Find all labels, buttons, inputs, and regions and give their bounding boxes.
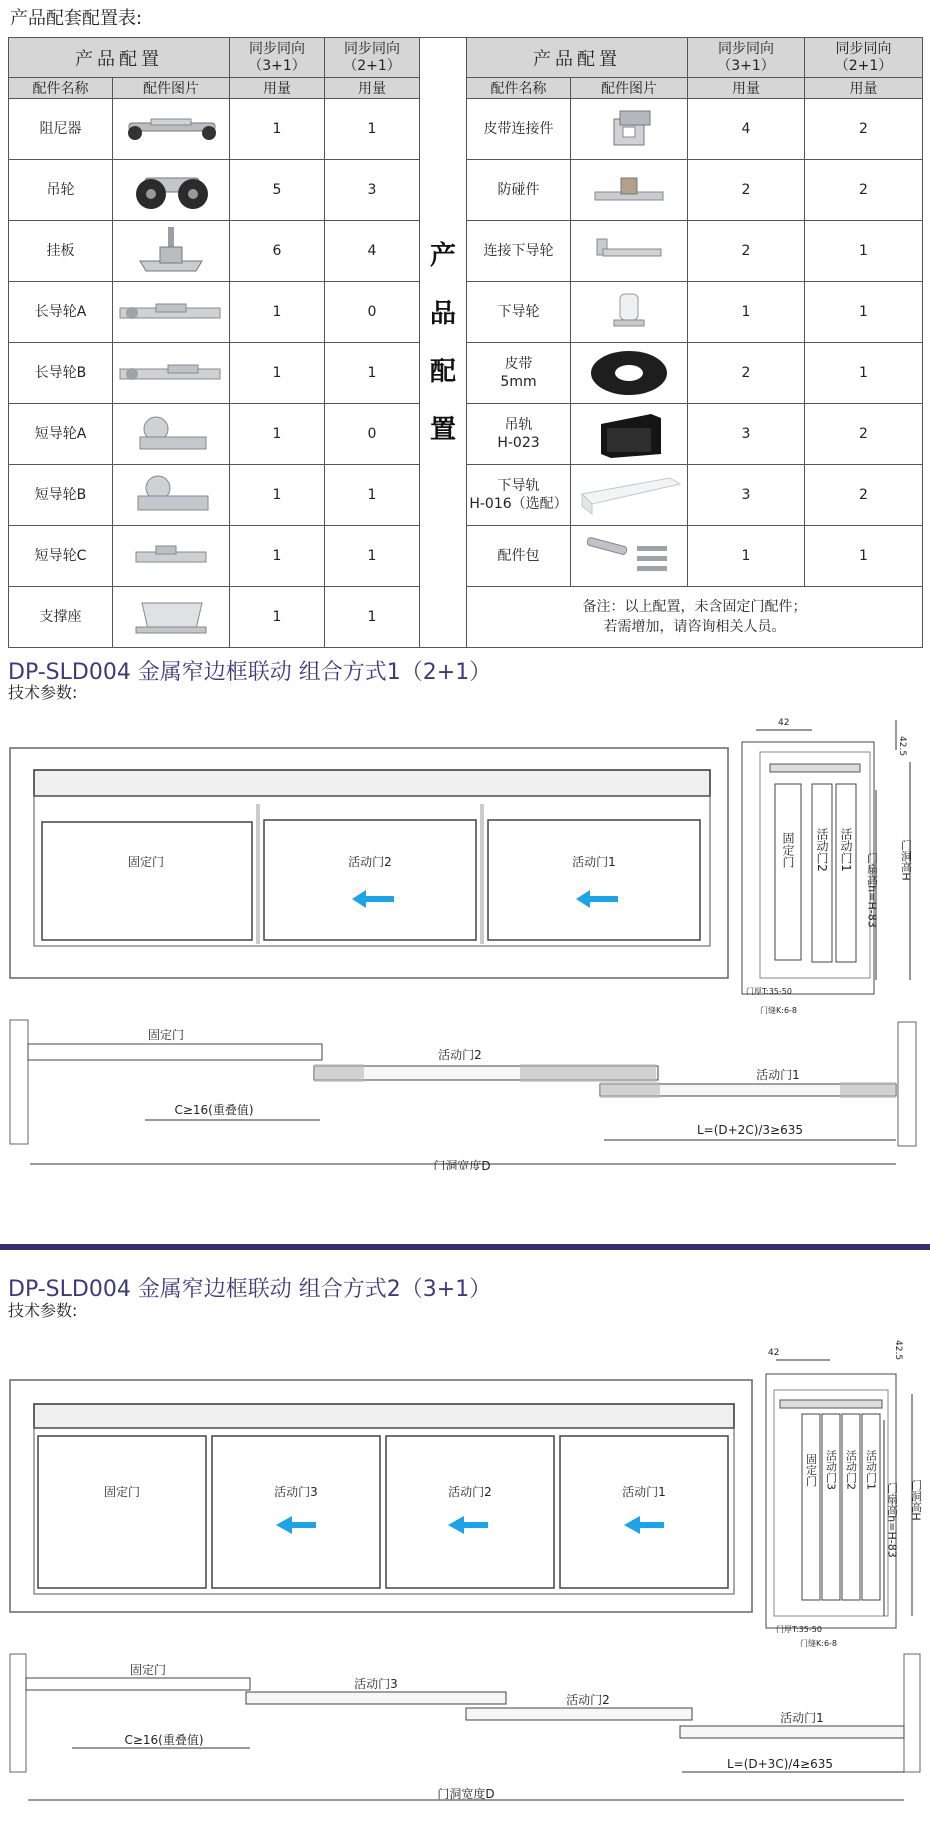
header-product-right: 产品配置 xyxy=(467,38,688,78)
lower-guide-wheel-part-icon xyxy=(604,290,654,334)
qty-21: 1 xyxy=(805,526,923,587)
front-panel-label: 活动门3 xyxy=(274,1485,318,1499)
part-name: 防碰件 xyxy=(467,160,571,221)
plan-door2-label: 活动门2 xyxy=(566,1693,610,1707)
side-section xyxy=(742,718,913,1015)
support-seat-part-icon xyxy=(126,593,216,641)
side-label: 活动门2 xyxy=(844,1450,858,1490)
part-name: 短导轮B xyxy=(9,465,113,526)
qty-31: 1 xyxy=(230,99,325,160)
qty-31: 3 xyxy=(688,465,805,526)
front-elevation xyxy=(10,1380,752,1612)
qty-21: 0 xyxy=(325,282,420,343)
section2-subtitle: 技术参数: xyxy=(8,1301,78,1320)
side-label: 固定门 xyxy=(804,1453,818,1487)
qty-21: 1 xyxy=(325,587,420,648)
part-image xyxy=(113,465,230,526)
lower-rail-part-icon xyxy=(574,470,684,520)
qty-21: 1 xyxy=(325,526,420,587)
qty-31: 1 xyxy=(230,526,325,587)
dim-panel-height: 门扇高h=H-83 xyxy=(885,1482,899,1558)
dim-door-thickness: 门厚T:35-50 xyxy=(746,987,792,996)
part-image xyxy=(113,526,230,587)
part-image xyxy=(113,404,230,465)
part-image xyxy=(571,99,688,160)
col-image-right: 配件图片 xyxy=(571,78,688,99)
col-qty-left: 用量 xyxy=(325,78,420,99)
dim-width: 42 xyxy=(778,718,790,728)
qty-21: 2 xyxy=(805,160,923,221)
qty-21: 1 xyxy=(325,343,420,404)
short-guide-wheel-a-part-icon xyxy=(126,409,216,459)
front-panel-label: 活动门1 xyxy=(622,1485,666,1499)
plan-door3-label: 活动门3 xyxy=(354,1677,398,1691)
header-product-left: 产品配置 xyxy=(9,38,230,78)
dim-opening-height: 门洞高H xyxy=(909,1479,923,1521)
qty-21: 4 xyxy=(325,221,420,282)
section1-title: DP-SLD004 金属窄边框联动 组合方式1（2+1） xyxy=(8,660,492,685)
plan-door2-label: 活动门2 xyxy=(438,1048,482,1062)
belt-connector-part-icon xyxy=(594,105,664,153)
part-image xyxy=(571,282,688,343)
part-image xyxy=(571,526,688,587)
note-line: 备注：以上配置，未含固定门配件； xyxy=(582,599,807,615)
note-line: 若需增加，请咨询相关人员。 xyxy=(603,619,786,635)
plan-width-label: 门洞宽度D xyxy=(437,1787,495,1801)
dim-top: 42.5 xyxy=(897,736,907,757)
document-title: 产品配套配置表: xyxy=(10,8,143,29)
part-name: 连接下导轮 xyxy=(467,221,571,282)
qty-21: 1 xyxy=(325,99,420,160)
part-name: 吊轨 H-023 xyxy=(467,404,571,465)
part-name: 下导轮 xyxy=(467,282,571,343)
section1-drawing xyxy=(0,700,930,1170)
qty-21: 1 xyxy=(805,221,923,282)
qty-31: 1 xyxy=(230,404,325,465)
damper-part-icon xyxy=(121,109,221,149)
part-image xyxy=(113,160,230,221)
qty-21: 1 xyxy=(805,282,923,343)
belt-roll-part-icon xyxy=(584,347,674,399)
qty-31: 2 xyxy=(688,343,805,404)
part-name: 配件包 xyxy=(467,526,571,587)
plan-fixed-label: 固定门 xyxy=(129,1663,167,1677)
plan-width-label: 门洞宽度D xyxy=(433,1159,491,1170)
long-guide-wheel-b-part-icon xyxy=(116,355,226,391)
configuration-table xyxy=(8,37,923,648)
part-image xyxy=(571,221,688,282)
qty-31: 1 xyxy=(230,282,325,343)
part-image xyxy=(113,282,230,343)
hanging-wheel-part-icon xyxy=(121,164,221,216)
part-name: 长导轮B xyxy=(9,343,113,404)
dim-door-thickness: 门厚T:35-50 xyxy=(776,1625,822,1634)
part-name: 长导轮A xyxy=(9,282,113,343)
vertical-char: 产 xyxy=(429,240,456,271)
anti-collision-part-icon xyxy=(589,170,669,210)
section-separator xyxy=(0,1244,930,1250)
long-guide-wheel-a-part-icon xyxy=(116,294,226,330)
front-panel-label: 活动门2 xyxy=(448,1485,492,1499)
col-qty-right: 用量 xyxy=(805,78,923,99)
dim-width: 42 xyxy=(768,1348,780,1358)
part-name: 皮带连接件 xyxy=(467,99,571,160)
qty-31: 1 xyxy=(688,526,805,587)
vertical-char: 配 xyxy=(429,356,456,387)
qty-21: 3 xyxy=(325,160,420,221)
plan-door1-label: 活动门1 xyxy=(756,1068,800,1082)
part-name: 吊轮 xyxy=(9,160,113,221)
plan-length-label: L=(D+3C)/4≥635 xyxy=(726,1757,834,1771)
plan-view xyxy=(10,1020,916,1170)
dim-panel-height: 门扇高h=H-83 xyxy=(865,852,879,928)
side-label: 活动门1 xyxy=(839,828,853,872)
col-qty-left: 用量 xyxy=(230,78,325,99)
qty-31: 4 xyxy=(688,99,805,160)
front-panel-label: 活动门1 xyxy=(572,855,616,869)
vertical-char: 置 xyxy=(429,414,456,445)
vertical-char: 品 xyxy=(429,298,456,329)
part-image xyxy=(571,343,688,404)
part-name: 短导轮C xyxy=(9,526,113,587)
qty-31: 2 xyxy=(688,160,805,221)
table-note xyxy=(467,587,923,648)
side-label: 活动门2 xyxy=(815,828,829,872)
qty-21: 2 xyxy=(805,465,923,526)
qty-31: 2 xyxy=(688,221,805,282)
col-image-left: 配件图片 xyxy=(113,78,230,99)
plan-overlap-label: C≥16(重叠值) xyxy=(124,1733,204,1747)
hanging-plate-part-icon xyxy=(126,225,216,277)
lower-guide-connector-part-icon xyxy=(589,231,669,271)
short-guide-wheel-c-part-icon xyxy=(126,538,216,574)
product-config-vertical-label xyxy=(420,38,467,648)
qty-21: 1 xyxy=(805,343,923,404)
side-label: 固定门 xyxy=(781,832,795,868)
qty-31: 3 xyxy=(688,404,805,465)
part-image xyxy=(113,587,230,648)
col-name-right: 配件名称 xyxy=(467,78,571,99)
side-label: 活动门3 xyxy=(824,1450,838,1490)
front-panel-label: 活动门2 xyxy=(348,855,392,869)
section1-subtitle: 技术参数: xyxy=(8,683,78,702)
front-panel-label: 固定门 xyxy=(103,1485,141,1499)
col-name-left: 配件名称 xyxy=(9,78,113,99)
front-elevation xyxy=(10,748,728,978)
part-name: 下导轨 H-016（选配） xyxy=(467,465,571,526)
part-name: 短导轮A xyxy=(9,404,113,465)
plan-length-label: L=(D+2C)/3≥635 xyxy=(696,1123,804,1137)
qty-31: 1 xyxy=(230,465,325,526)
plan-overlap-label: C≥16(重叠值) xyxy=(174,1103,254,1117)
part-name: 阻尼器 xyxy=(9,99,113,160)
qty-21: 2 xyxy=(805,404,923,465)
qty-31: 1 xyxy=(688,282,805,343)
part-image xyxy=(571,160,688,221)
qty-21: 1 xyxy=(325,465,420,526)
qty-31: 1 xyxy=(230,587,325,648)
plan-fixed-label: 固定门 xyxy=(147,1028,185,1042)
col-qty-right: 用量 xyxy=(688,78,805,99)
qty-21: 0 xyxy=(325,404,420,465)
plan-view xyxy=(10,1654,920,1801)
dim-door-gap: 门缝K:6-8 xyxy=(760,1006,798,1015)
qty-31: 5 xyxy=(230,160,325,221)
part-name: 挂板 xyxy=(9,221,113,282)
qty-31: 6 xyxy=(230,221,325,282)
part-name: 支撑座 xyxy=(9,587,113,648)
hanging-rail-part-icon xyxy=(589,408,669,460)
accessory-pack-part-icon xyxy=(581,532,677,580)
header-sync-21-right: 同步同向 （2+1） xyxy=(805,38,923,78)
section2-title: DP-SLD004 金属窄边框联动 组合方式2（3+1） xyxy=(8,1277,492,1302)
qty-31: 1 xyxy=(230,343,325,404)
front-panel-label: 固定门 xyxy=(127,855,165,869)
part-image xyxy=(571,404,688,465)
part-image xyxy=(113,99,230,160)
short-guide-wheel-b-part-icon xyxy=(126,470,216,520)
section2-drawing xyxy=(0,1320,930,1840)
dim-opening-height: 门洞高H xyxy=(899,839,913,881)
side-section xyxy=(766,1340,923,1648)
part-image xyxy=(113,343,230,404)
part-image xyxy=(113,221,230,282)
part-name: 皮带 5mm xyxy=(467,343,571,404)
header-sync-21-left: 同步同向 （2+1） xyxy=(325,38,420,78)
header-sync-31-right: 同步同向 （3+1） xyxy=(688,38,805,78)
header-sync-31-left: 同步同向 （3+1） xyxy=(230,38,325,78)
dim-door-gap: 门缝K:6-8 xyxy=(800,1639,838,1648)
side-label: 活动门1 xyxy=(864,1450,878,1490)
dim-top: 42.5 xyxy=(893,1340,903,1361)
part-image xyxy=(571,465,688,526)
qty-21: 2 xyxy=(805,99,923,160)
plan-door1-label: 活动门1 xyxy=(780,1711,824,1725)
